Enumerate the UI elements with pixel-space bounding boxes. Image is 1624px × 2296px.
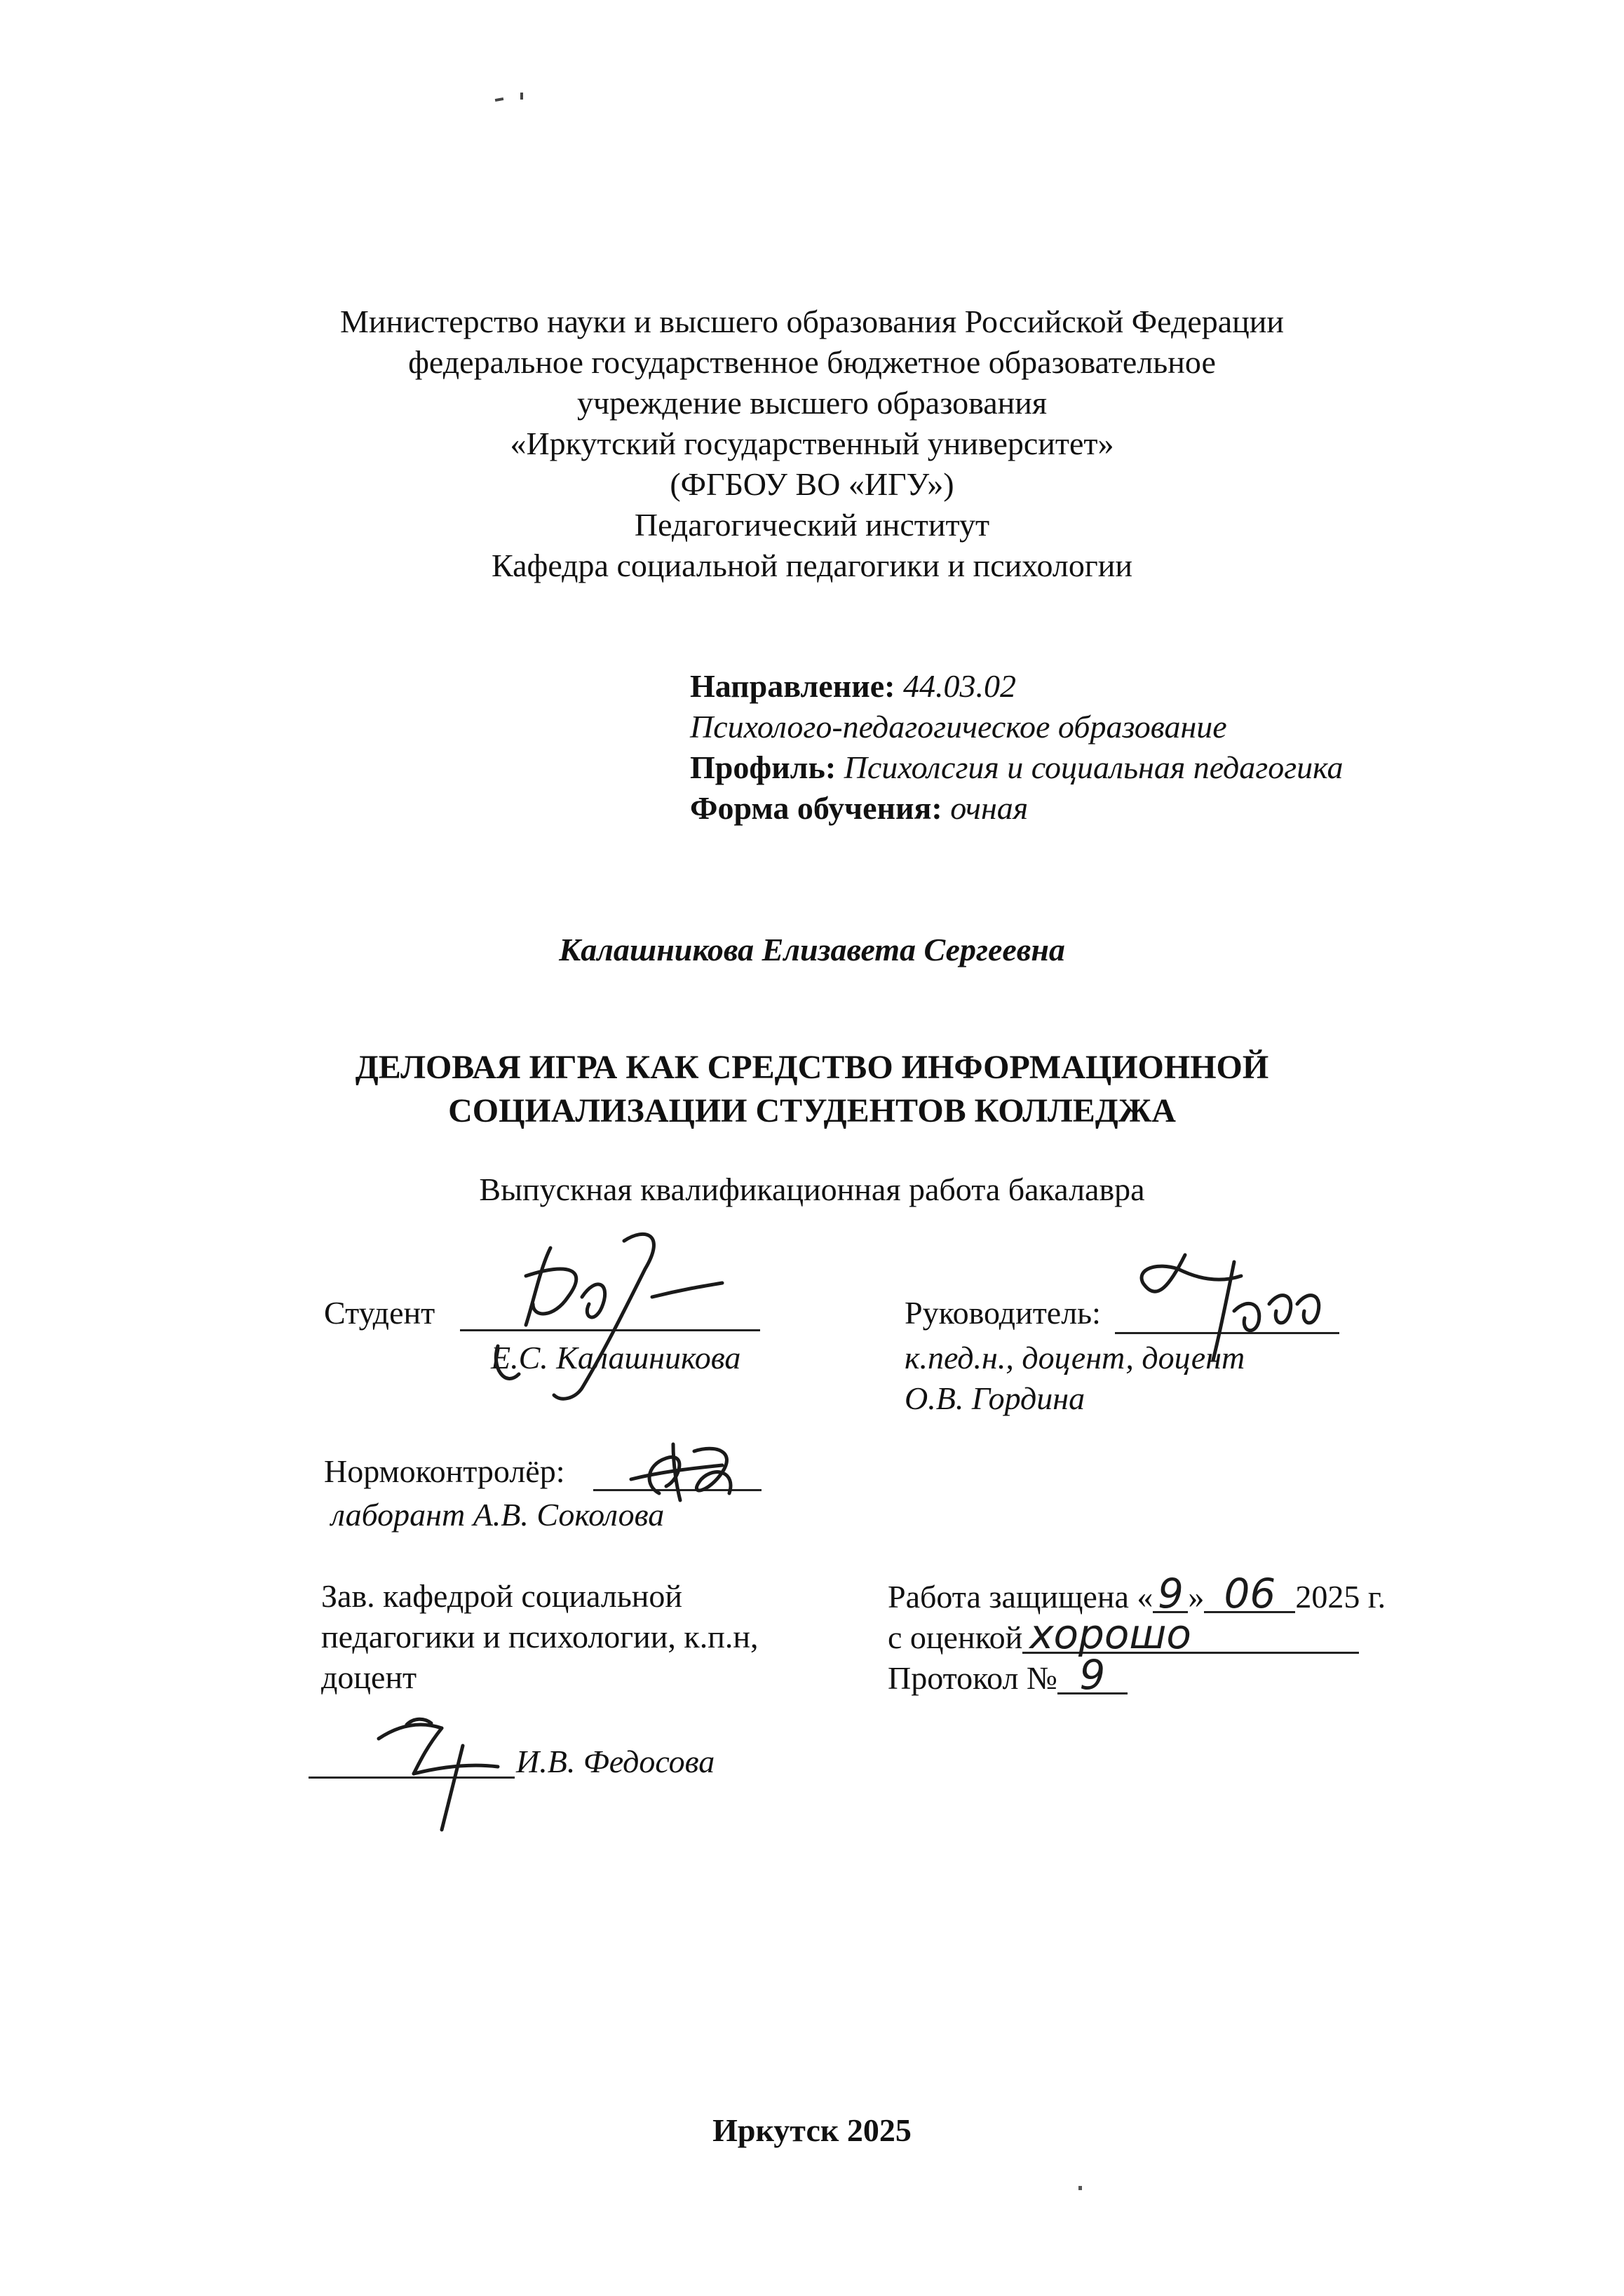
grade-value: хорошо [1022, 1617, 1359, 1654]
work-type: Выпускная квалификационная работа бакалавра [479, 1171, 1145, 1207]
study-form-value: очная [950, 790, 1029, 826]
head-title-line-3: доцент [321, 1659, 417, 1695]
supervisor-position: к.пед.н., доцент, доцент [905, 1340, 1245, 1375]
grade-line [888, 1610, 1359, 1658]
thesis-title-line-1: ДЕЛОВАЯ ИГРА КАК СРЕДСТВО ИНФОРМАЦИОННОЙ [355, 1049, 1269, 1086]
defense-day: 9 [1153, 1576, 1188, 1613]
defense-month: 06 [1204, 1576, 1295, 1613]
student-label: Студент [324, 1295, 435, 1331]
city-year: Иркутск 2025 [712, 2112, 912, 2148]
normcontrol-label: Нормоконтролёр: [324, 1453, 565, 1489]
university-name: «Иркутский государственный университет» [510, 426, 1114, 461]
institution-type-line-2: учреждение высшего образования [576, 385, 1048, 421]
supervisor-label: Руководитель: [905, 1295, 1101, 1331]
defense-year: 2025 г. [1295, 1579, 1386, 1615]
defense-quote-close: » [1188, 1579, 1205, 1615]
protocol-value: 9 [1057, 1657, 1128, 1694]
head-title-line-2: педагогики и психологии, к.п.н, [321, 1619, 759, 1655]
student-name: Е.С. Калашникова [491, 1340, 741, 1375]
university-abbr: (ФГБОУ ВО «ИГУ») [670, 466, 954, 502]
normcontrol-signature [617, 1430, 757, 1514]
study-form-label: Форма обучения: [690, 790, 942, 826]
protocol-line [888, 1651, 1128, 1699]
direction-line [690, 666, 1016, 707]
head-signature [365, 1704, 533, 1844]
institute-name: Педагогический институт [634, 507, 990, 543]
head-name: И.В. Федосова [516, 1744, 715, 1779]
direction-name: Психолого-педагогическое образование [690, 709, 1227, 745]
direction-code: 44.03.02 [902, 668, 1016, 704]
scan-mark [495, 97, 504, 102]
institution-type-line: федеральное государственное бюджетное образовательное [408, 344, 1216, 380]
thesis-title-line-2: СОЦИАЛИЗАЦИИ СТУДЕНТОВ КОЛЛЕДЖА [448, 1092, 1176, 1129]
grade-label: с оценкой [888, 1619, 1023, 1655]
scan-mark [520, 93, 523, 100]
study-form-line [690, 788, 1028, 829]
author-name: Калашникова Елизавета Сергеевна [559, 932, 1065, 967]
direction-label: Направление: [690, 668, 895, 704]
profile-line [690, 747, 1344, 788]
head-title-line-1: Зав. кафедрой социальной [321, 1578, 683, 1614]
supervisor-name: О.В. Гордина [905, 1380, 1085, 1416]
student-signature [484, 1220, 743, 1416]
profile-value: Психолсгия и социальная педагогика [844, 749, 1344, 785]
supervisor-signature [1129, 1241, 1339, 1381]
protocol-label: Протокол № [888, 1660, 1057, 1696]
scan-mark [1078, 2186, 1082, 2190]
department-name: Кафедра социальной педагогики и психологии [492, 548, 1132, 583]
profile-label: Профиль: [690, 749, 837, 785]
ministry-line: Министерство науки и высшего образования Российской Федерации [339, 304, 1285, 339]
defense-prefix: Работа защищена « [888, 1579, 1153, 1615]
normcontrol-name: лаборант А.В. Соколова [331, 1497, 665, 1533]
